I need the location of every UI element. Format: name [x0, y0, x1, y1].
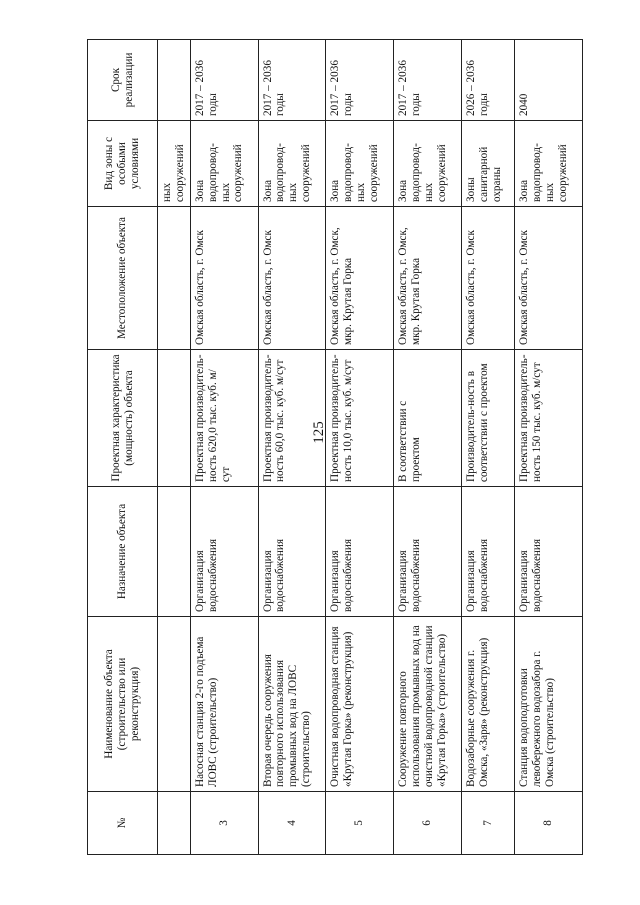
table-cell-zone: Зона водопровод-ных сооружений — [515, 121, 583, 207]
table-cell-number: 4 — [258, 792, 326, 855]
table-cell — [158, 617, 191, 792]
table-header-row — [88, 40, 158, 855]
table-cell-capacity: Проектная производитель-ность 150 тыс. куб. м/сут — [515, 350, 583, 487]
table-cell-name: Станция водоподготовки левобережного водозабора г. Омска (строительство) — [515, 617, 583, 792]
table-row — [394, 40, 462, 855]
table-cell — [158, 487, 191, 617]
table-cell-purpose: Организация водоснабжения — [190, 487, 258, 617]
table-cell-zone: Зона водопровод-ных сооружений — [190, 121, 258, 207]
table-cell-name: Насосная станция 2-го подъема ЛОВС (строительство) — [190, 617, 258, 792]
table-cell-purpose: Организация водоснабжения — [258, 487, 326, 617]
table-cell — [158, 207, 191, 350]
table-cell-purpose: Организация водоснабжения — [326, 487, 394, 617]
table-cell-term: 2017 – 2036 годы — [190, 40, 258, 121]
table-cell — [158, 40, 191, 121]
table-cell-capacity: Производитель-ность в соответствии с проектом — [462, 350, 515, 487]
table-cell-term: 2017 – 2036 годы — [326, 40, 394, 121]
header-cell-zone: Вид зоны с особыми условиями — [88, 121, 158, 207]
header-cell-capacity: Проектная характеристика (мощность) объекта — [88, 350, 158, 487]
table-cell-term: 2040 — [515, 40, 583, 121]
header-cell-term: Срок реализации — [88, 40, 158, 121]
table-cell-zone: ных сооружений — [158, 121, 191, 207]
table-row — [258, 40, 326, 855]
table-row — [190, 40, 258, 855]
table-cell — [158, 350, 191, 487]
table-cell-number: 3 — [190, 792, 258, 855]
table-cell-location: Омская область, г. Омск — [515, 207, 583, 350]
table-row — [462, 40, 515, 855]
table-cell-capacity: Проектная производитель-ность 10,0 тыс. куб. м/сут — [326, 350, 394, 487]
header-cell-location: Местоположение объекта — [88, 207, 158, 350]
table-cell-location: Омская область, г. Омск — [258, 207, 326, 350]
table-cell-purpose: Организация водоснабжения — [515, 487, 583, 617]
table-cell-number: 8 — [515, 792, 583, 855]
table-cell-number: 7 — [462, 792, 515, 855]
table-row — [326, 40, 394, 855]
table-cell-term: 2017 – 2036 годы — [394, 40, 462, 121]
table-cell-name: Очистная водопроводная станция «Крутая Горка» (реконструкция) — [326, 617, 394, 792]
objects-table — [87, 39, 583, 855]
table-cell-zone: Зоны санитарной охраны — [462, 121, 515, 207]
table-cell-zone: Зона водопровод-ных сооружений — [326, 121, 394, 207]
table-container — [87, 40, 583, 855]
rotated-table-frame — [87, 40, 583, 855]
table-cell-location: Омская область, г. Омск — [462, 207, 515, 350]
page-number: 125 — [310, 421, 327, 444]
table-cell-capacity: Проектная производитель-ность 620,0 тыс. куб. м/сут — [190, 350, 258, 487]
table-cell-purpose: Организация водоснабжения — [462, 487, 515, 617]
table-cell-name: Водозаборные сооружения г. Омска, «Заря» (реконструкция) — [462, 617, 515, 792]
table-row — [515, 40, 583, 855]
table-cell-number: 6 — [394, 792, 462, 855]
table-cell-location: Омская область, г. Омск, мкр. Крутая Горка — [394, 207, 462, 350]
table-cell-name: Сооружение повторного использования промывных вод на очистной водопроводной станции «Крутая Горка» (строительство) — [394, 617, 462, 792]
continuation-row — [158, 40, 191, 855]
table-cell-zone: Зона водопровод-ных сооружений — [258, 121, 326, 207]
header-cell-purpose: Назначение объекта — [88, 487, 158, 617]
table-cell — [158, 792, 191, 855]
table-cell-purpose: Организация водоснабжения — [394, 487, 462, 617]
table-cell-name: Вторая очередь сооружения повторного использования промывных вод на ЛОВС (строительство) — [258, 617, 326, 792]
table-cell-location: Омская область, г. Омск, мкр. Крутая Горка — [326, 207, 394, 350]
table-cell-number: 5 — [326, 792, 394, 855]
table-cell-term: 2026 – 2036 годы — [462, 40, 515, 121]
header-cell-number: № — [88, 792, 158, 855]
table-cell-capacity: В соответствии с проектом — [394, 350, 462, 487]
header-cell-name: Наименование объекта (строительство или реконструкция) — [88, 617, 158, 792]
table-cell-zone: Зона водопровод-ных сооружений — [394, 121, 462, 207]
table-cell-capacity: Проектная производитель-ность 60,0 тыс. куб. м/сут — [258, 350, 326, 487]
table-cell-location: Омская область, г. Омск — [190, 207, 258, 350]
table-cell-term: 2017 – 2036 годы — [258, 40, 326, 121]
